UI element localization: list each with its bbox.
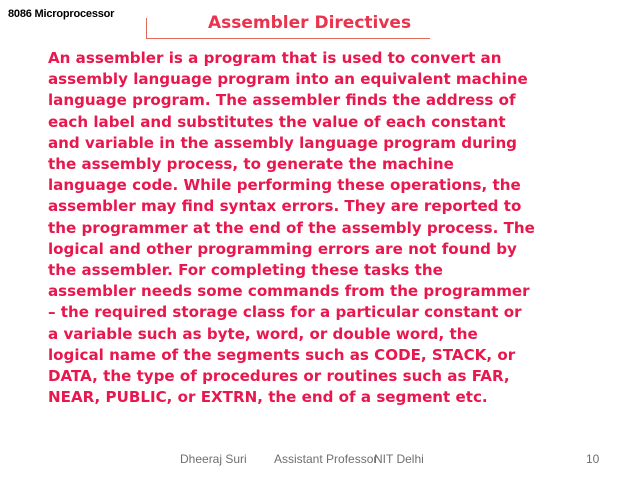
body-line: logical name of the segments such as CODE, STACK, or (48, 345, 516, 364)
body-line: assembler may find syntax errors. They are reported to (48, 197, 522, 216)
body-line: and variable in the assembly language program during (48, 133, 517, 152)
page-number: 10 (586, 452, 600, 466)
footer-role: Assistant Professor (274, 452, 378, 466)
header-vertical-rule (146, 18, 147, 38)
body-line: An assembler is a program that is used to convert an (48, 49, 502, 67)
body-line: a variable such as byte, word, or double word, the (48, 324, 478, 343)
body-line: assembly language program into an equivalent machine (48, 70, 528, 89)
body-line: the programmer at the end of the assembly process. The (48, 218, 535, 237)
footer-author: Dheeraj Suri (180, 452, 247, 466)
body-line: language program. The assembler finds the address of (48, 91, 516, 110)
course-label: 8086 Microprocessor (8, 8, 115, 20)
body-line: DATA, the type of procedures or routines such as FAR, (48, 367, 510, 386)
body-line: assembler needs some commands from the programmer (48, 282, 530, 301)
body-line: – the required storage class for a particular constant or (48, 303, 522, 322)
header-underline (146, 38, 430, 39)
body-paragraph (48, 48, 623, 408)
body-line: logical and other programming errors are not found by (48, 239, 517, 258)
slide-title: Assembler Directives (208, 13, 412, 33)
body-line: the assembly process, to generate the machine (48, 155, 454, 174)
body-line: NEAR, PUBLIC, or EXTRN, the end of a segment etc. (48, 388, 488, 407)
body-line: the assembler. For completing these tasks the (48, 261, 443, 280)
body-line: language code. While performing these operations, the (48, 176, 521, 195)
body-line: each label and substitutes the value of each constant (48, 112, 506, 131)
footer-institution: NIT Delhi (374, 452, 424, 466)
